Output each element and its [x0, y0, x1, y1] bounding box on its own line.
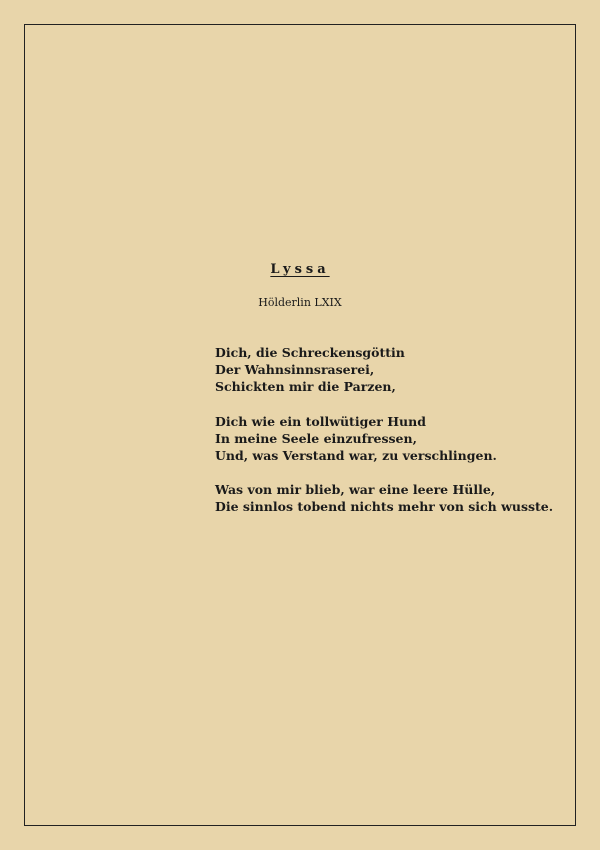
- poem-line: Der Wahnsinnsraserei,: [215, 362, 375, 377]
- poem-line: Dich wie ein tollwütiger Hund: [215, 414, 426, 429]
- poem-title: Lyssa: [270, 262, 330, 277]
- poem-line: Und, was Verstand war, zu verschlingen.: [215, 448, 497, 463]
- poem-line: Die sinnlos tobend nichts mehr von sich wusste.: [215, 499, 554, 514]
- stanza-2: [215, 413, 497, 464]
- poem-line: In meine Seele einzufressen,: [215, 431, 417, 446]
- poem-line: Dich, die Schreckensgöttin: [215, 345, 405, 360]
- stanza-1: [215, 344, 405, 395]
- stanza-3: [215, 481, 553, 515]
- poem-line: Was von mir blieb, war eine leere Hülle,: [215, 482, 496, 497]
- poem-line: Schickten mir die Parzen,: [215, 379, 396, 394]
- poem-subtitle: Hölderlin LXIX: [258, 296, 342, 309]
